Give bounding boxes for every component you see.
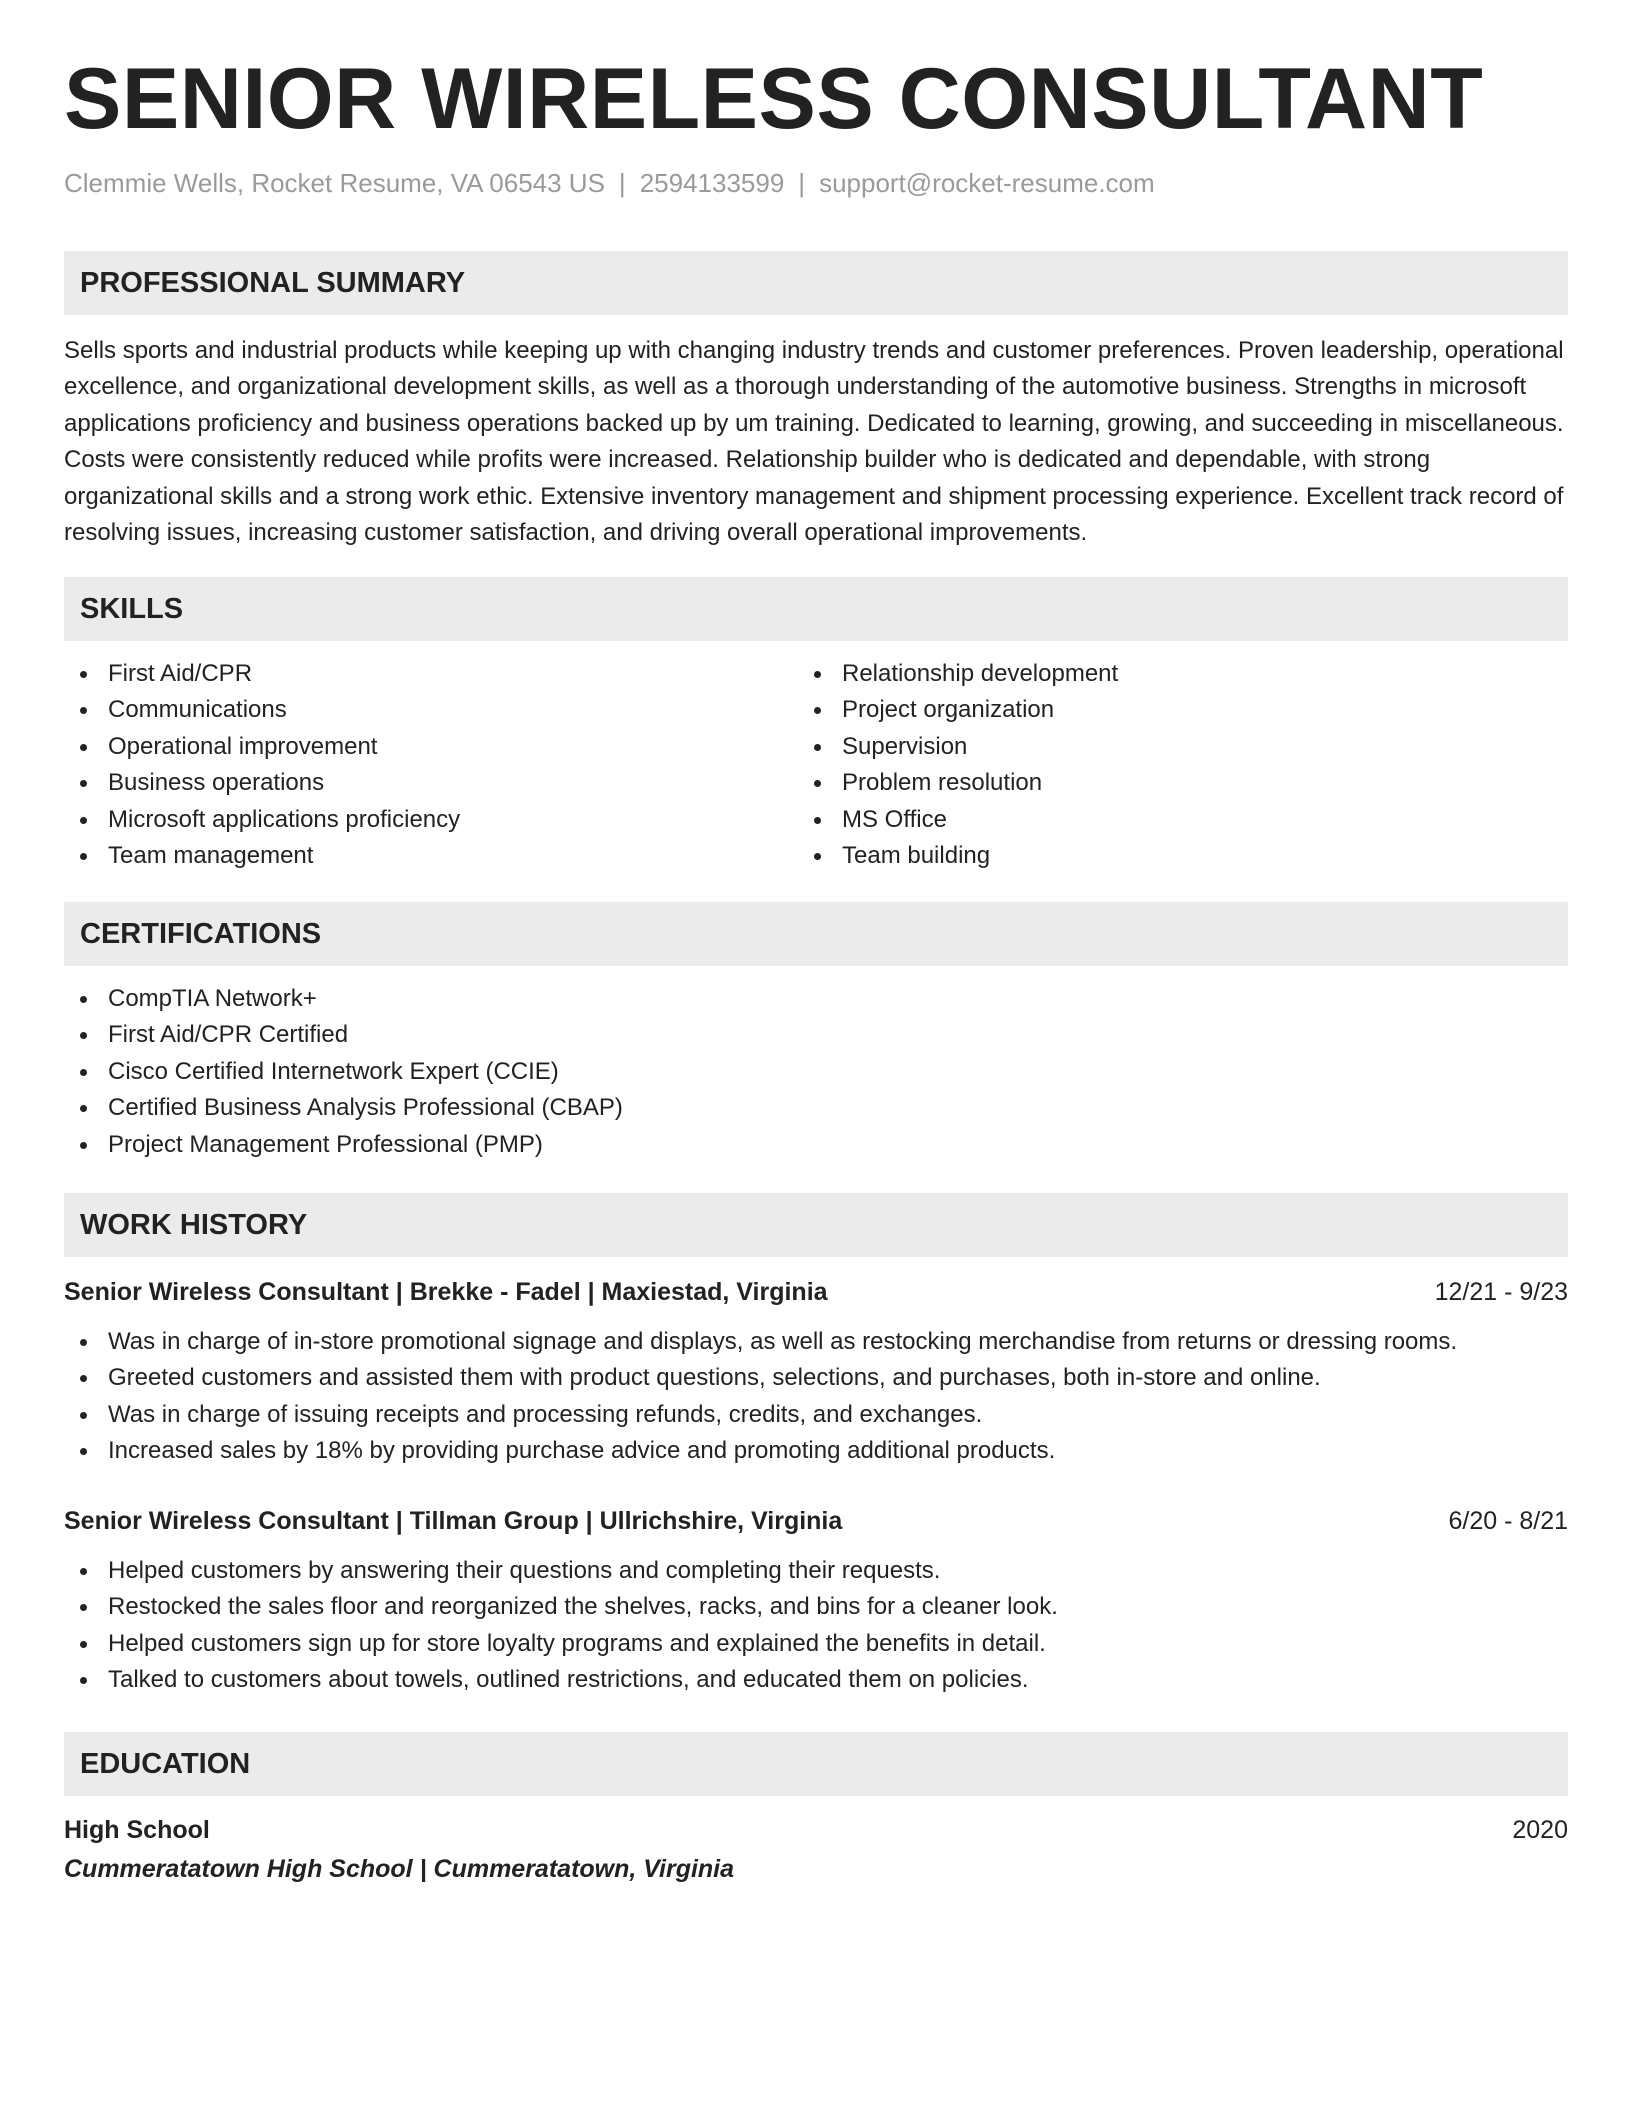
skill-item: First Aid/CPR <box>64 656 460 692</box>
contact-email: support@rocket-resume.com <box>819 168 1155 198</box>
contact-phone: 2594133599 <box>639 168 785 198</box>
skill-item: Communications <box>64 692 460 728</box>
section-header-certifications: CERTIFICATIONS <box>64 902 1568 966</box>
contact-separator: | <box>798 168 806 198</box>
skill-item: Team building <box>798 838 1118 874</box>
job-dates: 6/20 - 8/21 <box>1448 1507 1568 1535</box>
certifications-list <box>64 981 623 1163</box>
certification-item: Certified Business Analysis Professional (CBAP) <box>64 1090 623 1126</box>
skill-item: Team management <box>64 838 460 874</box>
contact-separator: | <box>618 168 626 198</box>
job-bullet: Was in charge of in-store promotional signage and displays, as well as restocking merchandise from returns or dressing rooms. <box>64 1324 1457 1360</box>
certification-item: Project Management Professional (PMP) <box>64 1127 623 1163</box>
skill-item: MS Office <box>798 802 1118 838</box>
skill-item: Operational improvement <box>64 729 460 765</box>
section-header-education: EDUCATION <box>64 1732 1568 1796</box>
job-bullet: Increased sales by 18% by providing purchase advice and promoting additional products. <box>64 1433 1457 1469</box>
job-bullet: Greeted customers and assisted them with product questions, selections, and purchases, both in-store and online. <box>64 1360 1457 1396</box>
skills-list-left <box>64 656 460 874</box>
job-bullet: Helped customers sign up for store loyalty programs and explained the benefits in detail. <box>64 1626 1058 1662</box>
contact-line <box>64 168 1155 199</box>
job-bullet: Talked to customers about towels, outlined restrictions, and educated them on policies. <box>64 1662 1058 1698</box>
contact-address: Clemmie Wells, Rocket Resume, VA 06543 US <box>64 168 605 198</box>
job-bullet: Helped customers by answering their questions and completing their requests. <box>64 1553 1058 1589</box>
job-title: Senior Wireless Consultant | Brekke - Fadel | Maxiestad, Virginia <box>64 1278 828 1306</box>
job-bullet: Restocked the sales floor and reorganized the shelves, racks, and bins for a cleaner look. <box>64 1589 1058 1625</box>
job-bullet: Was in charge of issuing receipts and processing refunds, credits, and exchanges. <box>64 1397 1457 1433</box>
skills-list-right <box>798 656 1118 874</box>
skill-item: Problem resolution <box>798 765 1118 801</box>
job-dates: 12/21 - 9/23 <box>1434 1278 1568 1306</box>
resume-name-title: SENIOR WIRELESS CONSULTANT <box>64 51 1484 147</box>
summary-text: Sells sports and industrial products while keeping up with changing industry trends and customer preferences. Proven leadership, operational excellence, and organizational development skills, as well as a thorough understanding of the automotive business. Strengths in microsoft applications proficiency and business operations backed up by um training. Dedicated to learning, growing, and succeeding in miscellaneous. Costs were consistently reduced while profits were increased. Relationship builder who is dedicated and dependable, with strong organizational skills and a strong work ethic. Extensive inventory management and shipment processing experience. Excellent track record of resolving issues, increasing customer satisfaction, and driving overall operational improvements. <box>64 337 1564 547</box>
education-year: 2020 <box>1512 1816 1568 1844</box>
skill-item: Project organization <box>798 692 1118 728</box>
section-header-summary: PROFESSIONAL SUMMARY <box>64 251 1568 315</box>
skill-item: Business operations <box>64 765 460 801</box>
education-degree: High School <box>64 1816 210 1844</box>
skill-item: Relationship development <box>798 656 1118 692</box>
section-header-skills: SKILLS <box>64 577 1568 641</box>
job-bullets <box>64 1324 1457 1470</box>
job-title: Senior Wireless Consultant | Tillman Group | Ullrichshire, Virginia <box>64 1507 843 1535</box>
section-header-work-history: WORK HISTORY <box>64 1193 1568 1257</box>
certification-item: First Aid/CPR Certified <box>64 1017 623 1053</box>
certification-item: CompTIA Network+ <box>64 981 623 1017</box>
skill-item: Microsoft applications proficiency <box>64 802 460 838</box>
skill-item: Supervision <box>798 729 1118 765</box>
certification-item: Cisco Certified Internetwork Expert (CCIE) <box>64 1054 623 1090</box>
job-bullets <box>64 1553 1058 1699</box>
education-school: Cummeratatown High School | Cummeratatown, Virginia <box>64 1855 735 1883</box>
